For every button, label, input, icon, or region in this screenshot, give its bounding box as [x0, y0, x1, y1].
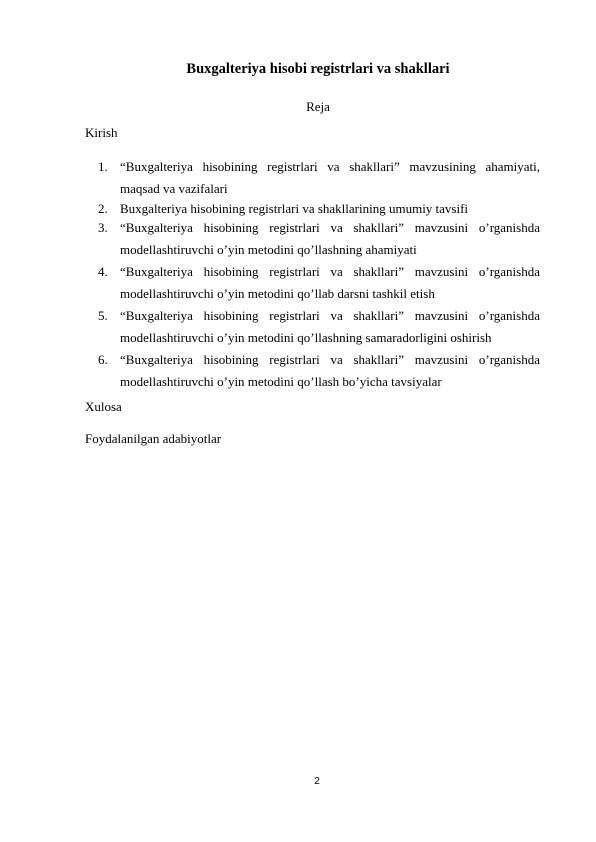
plan-item-5: [98, 305, 540, 349]
plan-item-2: [98, 200, 540, 217]
plan-item-text: “Buxgalteriya hisobining registrlari va shakllari” mavzusini o’rganishda modellashtiruvchi o’yin metodini qo’llash bo’yicha tavsiyalar: [120, 352, 540, 389]
plan-item-text: “Buxgalteriya hisobining registrlari va shakllari” mavzusini o’rganishda modellashtiruvchi o’yin metodini qo’llab darsni tashkil etish: [120, 264, 540, 301]
plan-item-6: [98, 349, 540, 393]
plan-item-number: 2.: [98, 201, 108, 216]
references-heading: Foydalanilgan adabiyotlar: [85, 431, 222, 446]
plan-item-text: “Buxgalteriya hisobining registrlari va shakllari” mavzusini o’rganishda modellashtiruvchi o’yin metodini qo’llashning samaradorligini oshirish: [120, 308, 540, 345]
plan-item-number: 6.: [98, 352, 108, 367]
plan-item-1: [98, 156, 540, 200]
plan-heading: Reja: [306, 99, 330, 114]
plan-item-number: 4.: [98, 264, 108, 279]
plan-item-number: 5.: [98, 308, 108, 323]
plan-item-3: [98, 217, 540, 261]
page-number: 2: [314, 776, 320, 787]
plan-item-number: 3.: [98, 220, 108, 235]
plan-item-text: “Buxgalteriya hisobining registrlari va shakllari” mavzusining ahamiyati, maqsad va vazifalari: [120, 159, 540, 196]
document-title: Buxgalteriya hisobi registrlari va shakllari: [186, 61, 450, 77]
plan-item-text: Buxgalteriya hisobining registrlari va shakllarining umumiy tavsifi: [120, 201, 469, 216]
plan-item-number: 1.: [98, 159, 108, 174]
plan-item-4: [98, 261, 540, 305]
plan-item-text: “Buxgalteriya hisobining registrlari va shakllari” mavzusini o’rganishda modellashtiruvchi o’yin metodini qo’llashning ahamiyati: [120, 220, 540, 257]
conclusion-heading: Xulosa: [85, 399, 122, 414]
intro-heading: Kirish: [85, 125, 118, 140]
plan-list: [98, 156, 540, 393]
